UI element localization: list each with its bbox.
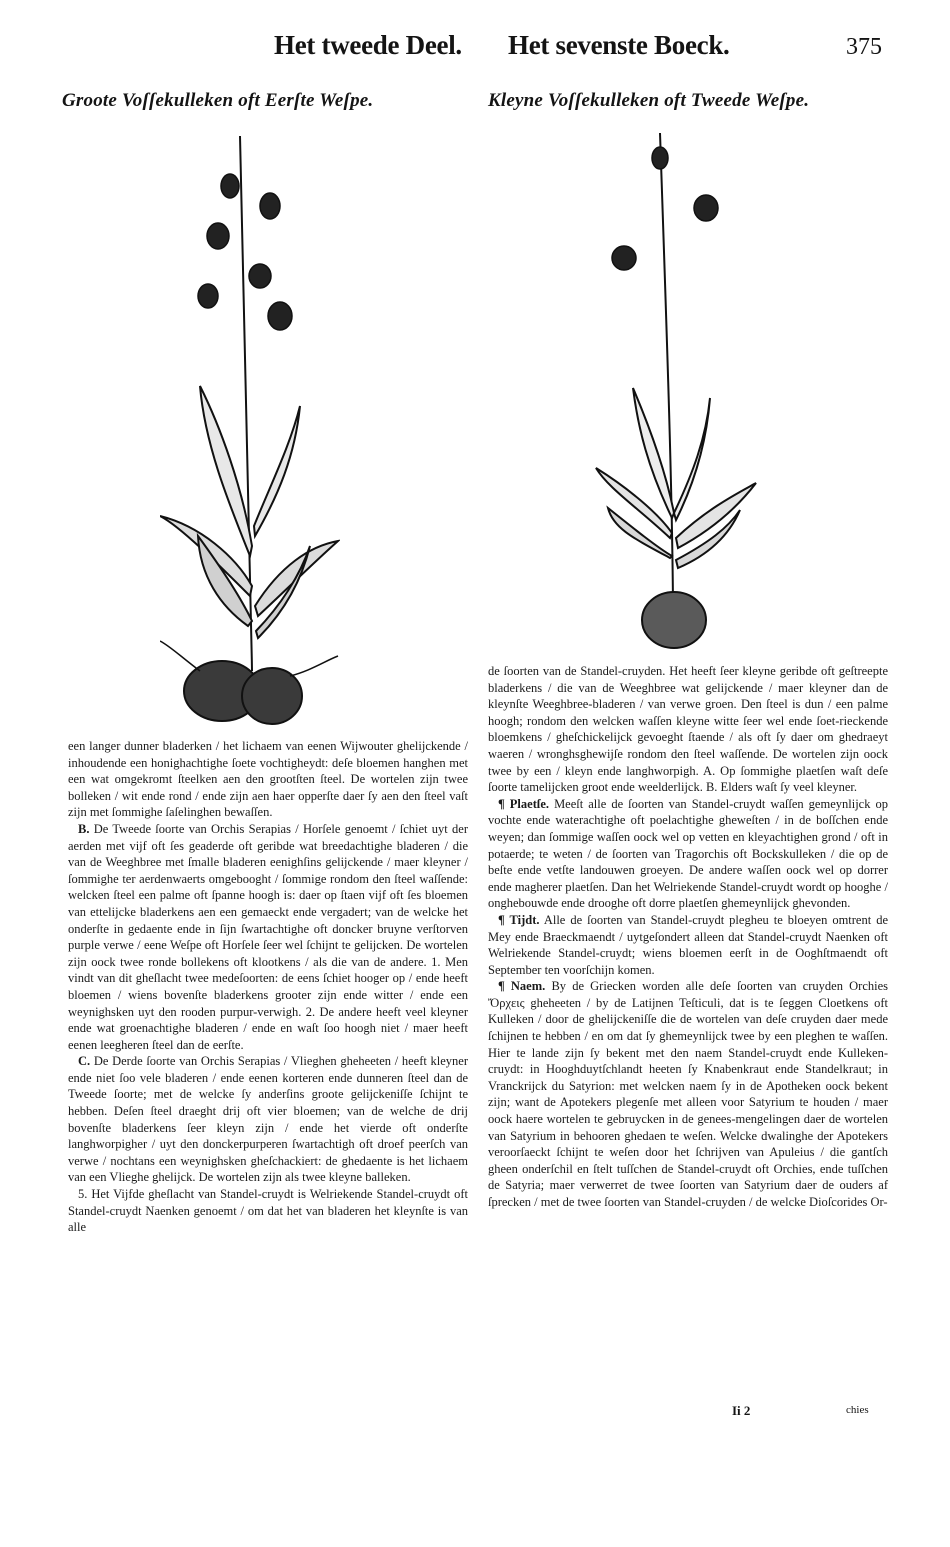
running-head-right: Het sevenste Boeck. (508, 30, 730, 60)
section-label: B. (78, 821, 90, 836)
paragraph: 5. Het Vijfde gheſlacht van Standel-cruydt is Welriekende Standel-cruydt oft Standel-cruydt Naenken genoemt / om dat het van bladeren het kleynſte is van alle (68, 1187, 468, 1235)
section-label: C. (78, 1054, 91, 1069)
section-label: ¶ Tijdt. (498, 912, 540, 927)
text-column-left (68, 738, 468, 1236)
paragraph (68, 821, 468, 1053)
paragraph-text: By de Griecken worden alle deſe ſoorten van cruyden Orchies Ὄρχεις gheheeten / by de Latijnen Teſticuli, dat is te ſeggen Cloetkens oft Kulleken / door de ghelijckeniſſe die de wortelen van deſe cruyden daer mede ſchijnen te hebben / en om dat ſy ghemeynlijck twee by een pleghen te waſſen. Hier te lande zijn ſy bekent met den naem Standel-cruydt ende Kulleken-cruydt: in Hooghduytſchlandt heeten ſy Knabenkraut ende Standelkraut; in Vranckrijck du Satyrion: met welcken naem ſy in de Apotheken oock bekent zijn; want de Apotekers plegenſe met alleen voor Satyrium te houden / maer oock haere wortelen te gebruycken in de genees-mengelingen daer de wortelen van Satyrium in behooren ghedaen te weſen. Welcke dwalinghe der Apotekers veroorſaeckt ſchijnt te weſen door het ſchrijven van Apuleius / die gantſch gheen onderſchil en ſtelt tuſſchen de Standel-cruydt oft Orchies, ende tuſſchen de Satyria; maer verwerret de twee ſoorten van Satyrium daer de ouders af ſprecken / met de twee ſoorten van Standel-cruyden / de welcke Dioſcorides Or- (488, 979, 889, 1209)
tuber-right (242, 668, 302, 724)
signature-mark: Ii 2 (732, 1403, 751, 1418)
paragraph (68, 1053, 468, 1186)
tuber (642, 592, 706, 648)
paragraph (488, 978, 888, 1210)
orchid-plant-icon (588, 128, 758, 656)
caption-right: Kleyne Voſſekulleken oft Tweede Weſpe. (488, 90, 810, 111)
section-label: ¶ Plaetſe. (498, 796, 550, 811)
section-label: ¶ Naem. (498, 979, 546, 994)
paragraph-text: Meeſt alle de ſoorten van Standel-cruydt waſſen gemeynlijck op vochte ende waterachtighe oft poelachtighe gheweſten / in de boſſchen ende weyen; dan ſommige waſſen oock wel op vetten en kleyachtighen grond / oft in potaerde; te weten / de ſoorten van Tragorchis oft Bockskulleken / die op de beſte ende vetſte landouwen groeyen. De andere waſſen oock wel op dorrer ende magherer plaetſen. Dan het Welriekende Standel-cruydt wordt op hooghe / onghebouwde ende drooghe oft dorre plaetſen ghemeynlijck ghevonden. (488, 796, 889, 911)
running-head-left: Het tweede Deel. (274, 30, 462, 60)
running-head (0, 30, 950, 70)
paragraph-text: De Derde ſoorte van Orchis Serapias / Vlieghen gheheeten / heeft kleyner ende niet ſoo vele bladeren / ende eenen korteren ende dunneren ſteel dan de Tweede ſoorte; met de welcke ſy anderſins groote gelijckeniſſe ſchijnt te hebben. Deſen ſteel draeght drij oft vier bloemen; van de welche de drij bovenſte bladerkens ſeer kleyn zijn / ende het vierde oft onderſte langhworpigher / uyt den donckerpurperen ſwartachtigh oft droef peerſch van verwe / nochtans een weynighsken gheſchackiert: de ghedaente is het lichaem van een Vlieghe ghelijck. De wortelen zijn als twee kleyne balleken. (68, 1054, 469, 1185)
paragraph-text: Alle de ſoorten van Standel-cruydt plegheu te bloeyen omtrent de Mey ende Braeckmaendt / uytgeſondert alleen dat Standel-cruydt Naenken oft Welriekende Standel-cruydt; wiens bloemen eerſt in de Ooghſtmaendt oft September ten voorſchijn komen. (488, 912, 889, 977)
paragraph (488, 796, 888, 912)
caption-left: Groote Voſſekulleken oft Eerſte Weſpe. (62, 90, 374, 111)
page-number: 375 (846, 34, 882, 60)
paragraph (488, 912, 888, 978)
paragraph: de ſoorten van de Standel-cruyden. Het heeft ſeer kleyne geribde oft geſtreepte bladerkens / die van de Weeghbree wat gelijckende / maer kleyner dan de kleynſte Weeghbree-bladeren / van verwe groen. Den ſteel is dun / een palme hoogh; rondom den welcken waſſen kleyne witte ſeer wel ende ſoet-rieckende bloemkens / gheſchickelijck gevoeght ſtaende / als oft ſy daer om ghedraeyt waeren / wronghsghewijſe rondom den ſteel waſſende. De wortelen zijn oock twee by een / kleyn ende langhworpigh. A. Op ſommighe plaetſen waſt deſe ſoorte tamelijcken groot ende weelderlijck. B. Elders waſt ſy veel kleyner. (488, 664, 888, 795)
paragraph-text: De Tweede ſoorte van Orchis Serapias / Horſele genoemt / ſchiet uyt der aerden met vijf oft ſes geaderde oft geribde wat breedachtighe bladeren / die van de Weeghbree met ſmalle bladeren eenighſins gelijckende / maer kleyner / ſommighe ter aerdenwaerts omgebooght / ſommige rondom den ſteel waſſende: welcken ſteel een palme oft ſpanne hoogh is: daer op ſtaen vijf oft ſes bloemen van ettelijcke bladerkens aen een gemaeckt ende vergadert; van de welcke het onderſte in gedaente ende in ſijn ſwartachtighe oft doncker bruyne verſtorven purple verwe / eene Weſpe oft Horſele ſeer wel ſchijnt te gelijcken. De wortelen zijn oock twee ronde bollekens oft klootkens / als die van de andere. 1. Men vindt van dit gheſlacht twee medeſoorten: de eens ſchiet hooger op / ende heeft bloemen / wiens bovenſte bladerkens grooter zijn ende witter / ende een weynighsken uyt den rooden purpur-verwigh. 2. De andere heeft veel kleyner ende wat groenachtighe bladeren / ende en waſt ſoo hoogh niet / maer heeft eenen leegheren ſteel dan de eerſte. (68, 821, 468, 1052)
text-column-right (488, 663, 888, 1211)
orchid-plant-icon (160, 126, 340, 736)
catchword: chies (846, 1404, 869, 1416)
paragraph: een langer dunner bladerken / het lichaem van eenen Wijwouter ghelijckende / inhoudende een honighachtighe ſoete vochtigheydt: deſe bloemen hanghen met een wat omgekromt ſteelken aen den grootſten ſteel. De wortelen zijn twee bolleken / wit ende rond / ende zijn aen haer opperſte daer ſy aen den ſteel vaſt zijn met ſommighe ſaſelinghen bewaſſen. (68, 739, 468, 820)
